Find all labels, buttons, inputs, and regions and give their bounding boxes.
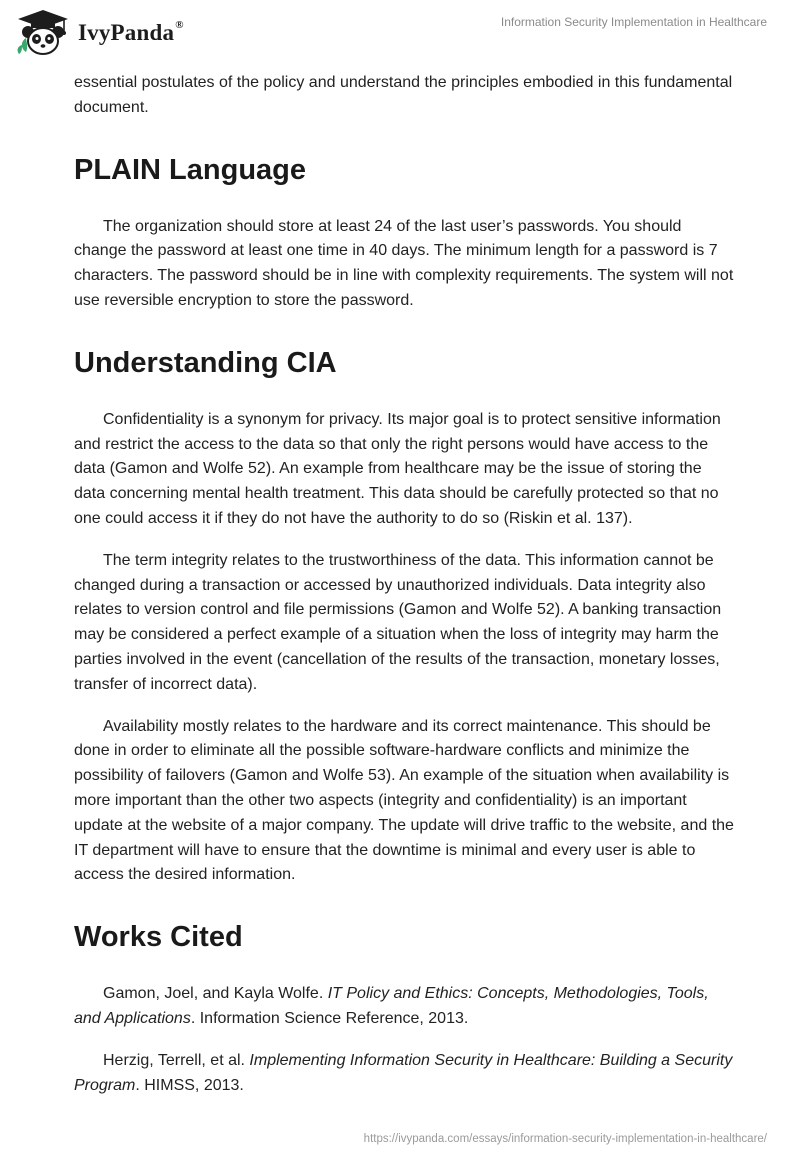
brand-name: IvyPanda® (78, 19, 184, 45)
section-heading-understanding-cia: Understanding CIA (74, 346, 337, 379)
panda-graduate-icon (14, 8, 72, 56)
citation-entry: Herzig, Terrell, et al. Implementing Information Security in Healthcare: Building a Security Program. HIMSS, 2013. (74, 1051, 733, 1094)
source-url-link[interactable]: https://ivypanda.com/essays/information-security-implementation-in-healthcare/ (363, 1133, 767, 1145)
section-heading-plain-language: PLAIN Language (74, 153, 307, 186)
brand-logo[interactable] (14, 8, 184, 56)
page-header (0, 0, 800, 66)
citation-entry: Gamon, Joel, and Kayla Wolfe. IT Policy and Ethics: Concepts, Methodologies, Tools, and Applications. Information Science Reference, 2013. (74, 985, 709, 1027)
paragraph: Availability mostly relates to the hardware and its correct maintenance. This should be done in order to eliminate all the possible software-hardware conflicts and minimize the possibility of failovers (Gamon and Wolfe 53). An example of the situation when availability is more important than the other two aspects (integrity and confidentiality) is an important update at the website of a major company. The update will drive traffic to the website, and the IT department will have to ensure that the downtime is minimal and every user is able to access the desired information. (74, 717, 734, 884)
essay-content (74, 71, 734, 1098)
section-heading-works-cited: Works Cited (74, 921, 243, 954)
citation-title: Implementing Information Security in Healthcare: Building a Security Program (74, 1051, 733, 1094)
paragraph: The term integrity relates to the trustworthiness of the data. This information cannot be changed during a transaction or accessed by unauthorized individuals. Data integrity also relates to version control and file permissions (Gamon and Wolfe 52). A banking transaction may be considered a perfect example of a situation when the loss of integrity may harm the parties involved in the event (cancellation of the results of the transaction, monetary losses, transfer of incorrect data). (74, 551, 722, 693)
paragraph: The organization should store at least 24 of the last user’s passwords. You should change the password at least one time in 40 days. The minimum length for a password is 7 characters. The password should be in line with complexity requirements. The system will not use reversible encryption to store the password. (74, 217, 734, 309)
paragraph: Confidentiality is a synonym for privacy. Its major goal is to protect sensitive information and restrict the access to the data so that only the right persons would have access to the data (Gamon and Wolfe 52). An example from healthcare may be the issue of storing the data concerning mental health treatment. This data should be carefully protected so that no one could access it if they do not have the authority to do so (Riskin et al. 137). (74, 410, 721, 527)
citation-title: IT Policy and Ethics: Concepts, Methodologies, Tools, and Applications (74, 985, 709, 1027)
intro-paragraph: essential postulates of the policy and understand the principles embodied in this fundamental document. (74, 74, 733, 116)
document-title: Information Security Implementation in Healthcare (500, 15, 767, 29)
